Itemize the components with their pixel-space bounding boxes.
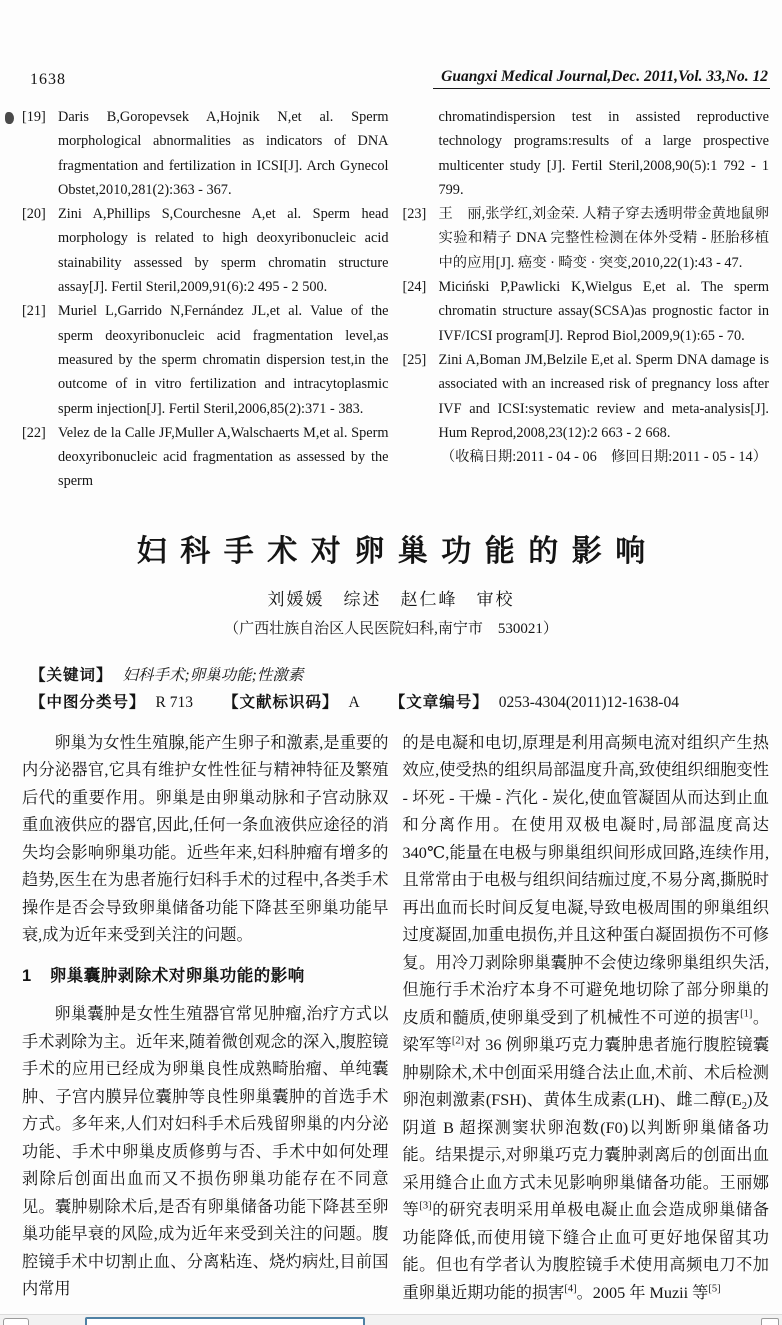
- reference-number: [22]: [22, 424, 46, 441]
- reference-number: [21]: [22, 303, 46, 320]
- reference-text: 王 丽,张学红,刘金荣. 人精子穿去透明带金黄地鼠卵实验和精子 DNA 完整性检测在体外受精 - 胚胎移植中的应用[J]. 癌变 · 畸变 · 突变,2010,22(1):43 - 47.: [438, 206, 769, 271]
- doc-code-label: 【文献标识码】: [222, 693, 339, 711]
- section-1-paragraph-left: 卵巢囊肿是女性生殖器官常见肿瘤,治疗方式以手术剥除为主。近年来,随着微创观念的深入,腹腔镜手术的应用已经成为卵巢良性成熟畸胎瘤、单纯囊肿、子宫内膜异位囊肿等良性卵巢囊肿的首选手术方式。多年来,人们对妇科手术后残留卵巢的内分泌功能、手术中卵巢皮质修剪与否、手术中如何处理剥除后创面出血而又不损伤卵巢功能存在不同意见。囊肿剔除术后,是否有卵巢储备功能下降甚至卵巢功能早衰的风险,成为近年来受到关注的问题。腹腔镜手术中切割止血、分离粘连、烧灼病灶,目前国内常用: [22, 1005, 389, 1299]
- toolbar-focused-input[interactable]: [85, 1317, 365, 1325]
- reference-text: Daris B,Goropevsek A,Hojnik N,et al. Sperm morphological abnormalities as indicators of DNA fragmentation and fertilization in ICSI[J]. Arch Gynecol Obstet,2010,281(2):363 - 367.: [58, 109, 389, 198]
- reference-number: [20]: [22, 206, 46, 223]
- reference-number: [24]: [402, 279, 427, 296]
- reference-number: [25]: [402, 351, 427, 368]
- reference-text: Velez de la Calle JF,Muller A,Walschaerts M,et al. Sperm deoxyribonucleic acid fragmentation as assessed by the sperm: [58, 424, 389, 490]
- body-left-column: [22, 730, 389, 1308]
- section-1-title: 卵巢囊肿剥除术对卵巢功能的影响: [49, 966, 305, 985]
- page-header: [30, 68, 770, 89]
- reference-text: Muriel L,Garrido N,Fernández JL,et al. Value of the sperm deoxyribonucleic acid fragmentation level,as measured by the sperm chromatin dispersion test,in the outcome of in vitro fertilization and intracytoplasmic sperm injection[J]. Fertil Steril,2006,85(2):371 - 383.: [58, 303, 389, 417]
- reference-item: [22, 421, 389, 494]
- reference-number: [403, 105, 439, 202]
- journal-page: [0, 68, 782, 1325]
- reference-text: chromatindispersion test in assisted reproductive technology programs:results of a large prospective multicenter study [J]. Fertil Steril,2008,90(5):1 792 - 1 799.: [438, 109, 769, 198]
- scan-artifact: [5, 112, 14, 124]
- references-left-column: [22, 105, 389, 494]
- references-right-column: [403, 105, 770, 494]
- reference-number: [19]: [22, 109, 46, 125]
- article-affiliation: （广西壮族自治区人民医院妇科,南宁市 530021）: [224, 620, 558, 637]
- clc-value: R 713: [155, 693, 193, 711]
- article-no-value: 0253-4304(2011)12-1638-04: [498, 693, 679, 711]
- article-authors: 刘媛媛 综述 赵仁峰 审校: [267, 589, 515, 609]
- toolbar-button-right[interactable]: [761, 1318, 779, 1325]
- article-title: 妇科手术对卵巢功能的影响: [136, 534, 659, 568]
- reference-item: [403, 275, 770, 348]
- intro-paragraph: 卵巢为女性生殖腺,能产生卵子和激素,是重要的内分泌器官,它具有维护女性性征与精神特征及繁殖后代的重要作用。卵巢是由卵巢动脉和子宫动脉双重血液供应的器官,因此,任何一条血液供应途径的消失均会影响卵巢功能。近些年来,妇科肿瘤有增多的趋势,医生在为患者施行妇科手术的过程中,各类手术操作是否会导致卵巢储备功能下降甚至卵巢功能早衰,成为近年来受到关注的问题。: [22, 733, 389, 945]
- reference-item: [22, 202, 389, 299]
- section-1-paragraph-right: 的是电凝和电切,原理是利用高频电流对组织产生热效应,使受热的组织局部温度升高,致使组织细胞变性 - 坏死 - 干燥 - 汽化 - 炭化,使血管凝固从而达到止血和分离作用。在使用双极电凝时,局部温度高达340℃,能量在电极与卵巢组织间形成回路,连续作用,且常常由于电极与组织间结痂过度,不易分离,撕脱时再出血而长时间反复电凝,导致电极周围的卵巢组织过度凝固,加重电损伤,并且这种蛋白凝固损伤不可修复。用冷刀剥除卵巢囊肿不会使边缘卵巢组织失活,但施行手术治疗本身不可避免地切除了部分卵巢的皮质和髓质,使卵巢受到了机械性不可逆的损害[1]。梁军等[2]对 36 例卵巢巧克力囊肿患者施行腹腔镜囊肿剔除术,术中创面采用缝合法止血,术前、术后检测卵泡刺激素(FSH)、黄体生成素(LH)、雌二醇$(E_2)$及阴道 B 超探测窦状卵泡数(F0)以判断卵巢储备功能。结果提示,对卵巢巧克力囊肿剥离后的创面出血采用缝合止血方式未见影响卵巢储备功能。王丽娜等[3]的研究表明采用单极电凝止血会造成卵巢储备功能降低,而使用镜下缝合止血可更好地保留其功能。但也有学者认为腹腔镜手术使用高频电刀不加重卵巢近期功能的损害[4]。2005 年 Muzii 等[5]: [402, 733, 770, 1302]
- doc-code-value: A: [348, 693, 360, 711]
- keywords-value: 妇科手术;卵巢功能;性激素: [122, 666, 304, 684]
- section-1-heading: [22, 963, 389, 991]
- article-body: [22, 730, 769, 1308]
- journal-citation: Guangxi Medical Journal,Dec. 2011,Vol. 33,No. 12: [433, 68, 770, 89]
- reference-item: [403, 348, 770, 445]
- reference-number: [23]: [402, 206, 427, 223]
- classification-line: [30, 689, 769, 716]
- article-head: [0, 526, 782, 638]
- article-no-label: 【文章编号】: [389, 693, 489, 711]
- toolbar-button-left[interactable]: [3, 1318, 29, 1325]
- references-section: [22, 105, 769, 494]
- reference-item: [22, 299, 389, 420]
- reference-text: Miciński P,Pawlicki K,Wielgus E,et al. The sperm chromatin structure assay(SCSA)as prognostic factor in IVF/ICSI program[J]. Reprod Biol,2009,9(1):65 - 70.: [438, 279, 769, 344]
- reference-text: Zini A,Boman JM,Belzile E,et al. Sperm DNA damage is associated with an increased risk of pregnancy loss after IVF and ICSI:systematic review and meta-analysis[J]. Hum Reprod,2008,23(12):2 663 - 2 668.: [438, 351, 769, 441]
- keywords-line: [30, 662, 769, 689]
- reference-text: Zini A,Phillips S,Courchesne A,et al. Sperm head morphology is related to high deoxyribonucleic acid stainability assessed by sperm chromatin structure assay[J]. Fertil Steril,2009,91(6):2 495 - 2 500.: [58, 206, 389, 296]
- article-meta: [30, 662, 769, 716]
- received-revised-dates: （收稿日期:2011 - 04 - 06 修回日期:2011 - 05 - 14）: [440, 449, 767, 466]
- clc-label: 【中图分类号】: [30, 693, 146, 711]
- reference-item: [403, 202, 770, 275]
- keywords-label: 【关键词】: [30, 666, 113, 684]
- reference-item-continuation: [403, 105, 770, 202]
- reference-item: [22, 105, 389, 202]
- page-number: 1638: [30, 71, 66, 88]
- section-1-number: 1: [22, 966, 32, 985]
- bottom-toolbar: [0, 1314, 782, 1325]
- body-right-column: [403, 730, 770, 1308]
